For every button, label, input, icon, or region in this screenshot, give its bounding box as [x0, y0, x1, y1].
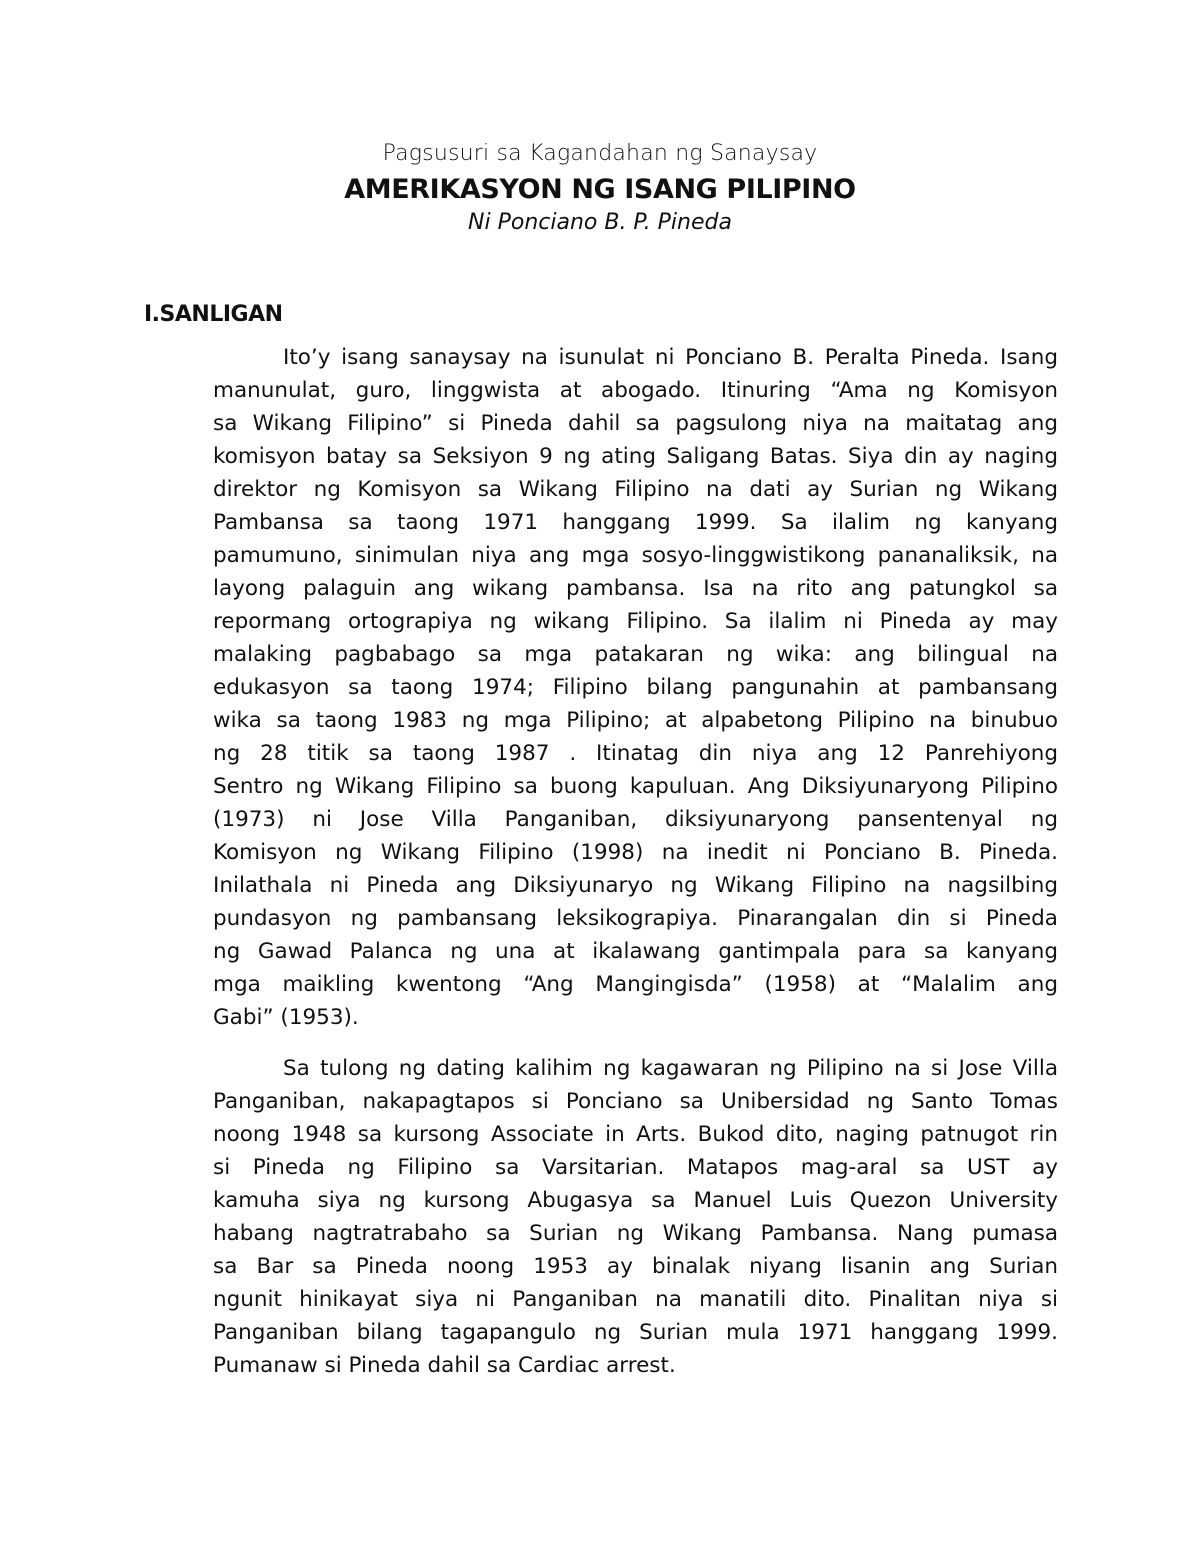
paragraph-line: Ito’y isang sanaysay na isunulat ni Ponciano B. Peralta Pineda. Isang — [283, 345, 1058, 370]
paragraph-line: edukasyon sa taong 1974; Filipino bilang pangunahin at pambansang — [213, 675, 1058, 700]
paragraph-line: repormang ortograpiya ng wikang Filipino. Sa ilalim ni Pineda ay may — [213, 609, 1058, 634]
paragraph-line: layong palaguin ang wikang pambansa. Isa na rito ang patungkol sa — [213, 576, 1058, 601]
paragraph-1 — [213, 341, 1058, 1034]
paragraph-line: Sentro ng Wikang Filipino sa buong kapuluan. Ang Diksiyunaryong Pilipino — [213, 774, 1058, 799]
paragraph-line: si Pineda ng Filipino sa Varsitarian. Matapos mag-aral sa UST ay — [213, 1155, 1058, 1180]
paragraph-line: Inilathala ni Pineda ang Diksiyunaryo ng Wikang Filipino na nagsilbing — [213, 873, 1058, 898]
paragraph-2 — [213, 1052, 1058, 1382]
paragraph-line: sa Wikang Filipino” si Pineda dahil sa pagsulong niya na maitatag ang — [213, 411, 1058, 436]
document-subtitle: Pagsusuri sa Kagandahan ng Sanaysay — [382, 141, 818, 166]
paragraph-line: Panganiban, nakapagtapos si Ponciano sa Unibersidad ng Santo Tomas — [213, 1089, 1058, 1114]
paragraph-line: Gabi” (1953). — [213, 1005, 359, 1030]
paragraph-line: Sa tulong ng dating kalihim ng kagawaran ng Pilipino na si Jose Villa — [283, 1056, 1058, 1081]
paragraph-line: sa Bar sa Pineda noong 1953 ay binalak niyang lisanin ang Surian — [213, 1254, 1058, 1279]
paragraph-line: manunulat, guro, linggwista at abogado. Itinuring “Ama ng Komisyon — [213, 378, 1058, 403]
paragraph-line: direktor ng Komisyon sa Wikang Filipino na dati ay Surian ng Wikang — [213, 477, 1058, 502]
document-author: Ni Ponciano B. P. Pineda — [468, 210, 732, 235]
paragraph-line: wika sa taong 1983 ng mga Pilipino; at alpabetong Pilipino na binubuo — [213, 708, 1058, 733]
document-title: AMERIKASYON NG ISANG PILIPINO — [344, 174, 856, 205]
paragraph-line: Pambansa sa taong 1971 hanggang 1999. Sa ilalim ng kanyang — [213, 510, 1058, 535]
paragraph-line: ng 28 titik sa taong 1987 . Itinatag din niya ang 12 Panrehiyong — [213, 741, 1058, 766]
paragraph-line: Panganiban bilang tagapangulo ng Surian mula 1971 hanggang 1999. — [213, 1320, 1058, 1345]
paragraph-line: pamumuno, sinimulan niya ang mga sosyo-linggwistikong pananaliksik, na — [213, 543, 1058, 568]
paragraph-line: Pumanaw si Pineda dahil sa Cardiac arrest. — [213, 1353, 676, 1378]
paragraph-line: ng Gawad Palanca ng una at ikalawang gantimpala para sa kanyang — [213, 939, 1058, 964]
paragraph-line: mga maikling kwentong “Ang Mangingisda” (1958) at “Malalim ang — [213, 972, 1058, 997]
paragraph-line: kamuha siya ng kursong Abugasya sa Manuel Luis Quezon University — [213, 1188, 1058, 1213]
paragraph-line: Komisyon ng Wikang Filipino (1998) na inedit ni Ponciano B. Pineda. — [213, 840, 1058, 865]
paragraph-line: habang nagtratrabaho sa Surian ng Wikang Pambansa. Nang pumasa — [213, 1221, 1058, 1246]
section-heading: I.SANLIGAN — [144, 302, 283, 327]
paragraph-line: malaking pagbabago sa mga patakaran ng wika: ang bilingual na — [213, 642, 1058, 667]
paragraph-line: (1973) ni Jose Villa Panganiban, diksiyunaryong pansentenyal ng — [213, 807, 1058, 832]
paragraph-line: komisyon batay sa Seksiyon 9 ng ating Saligang Batas. Siya din ay naging — [213, 444, 1058, 469]
paragraph-line: pundasyon ng pambansang leksikograpiya. Pinarangalan din si Pineda — [213, 906, 1058, 931]
paragraph-line: noong 1948 sa kursong Associate in Arts. Bukod dito, naging patnugot rin — [213, 1122, 1058, 1147]
paragraph-line: ngunit hinikayat siya ni Panganiban na manatili dito. Pinalitan niya si — [213, 1287, 1058, 1312]
